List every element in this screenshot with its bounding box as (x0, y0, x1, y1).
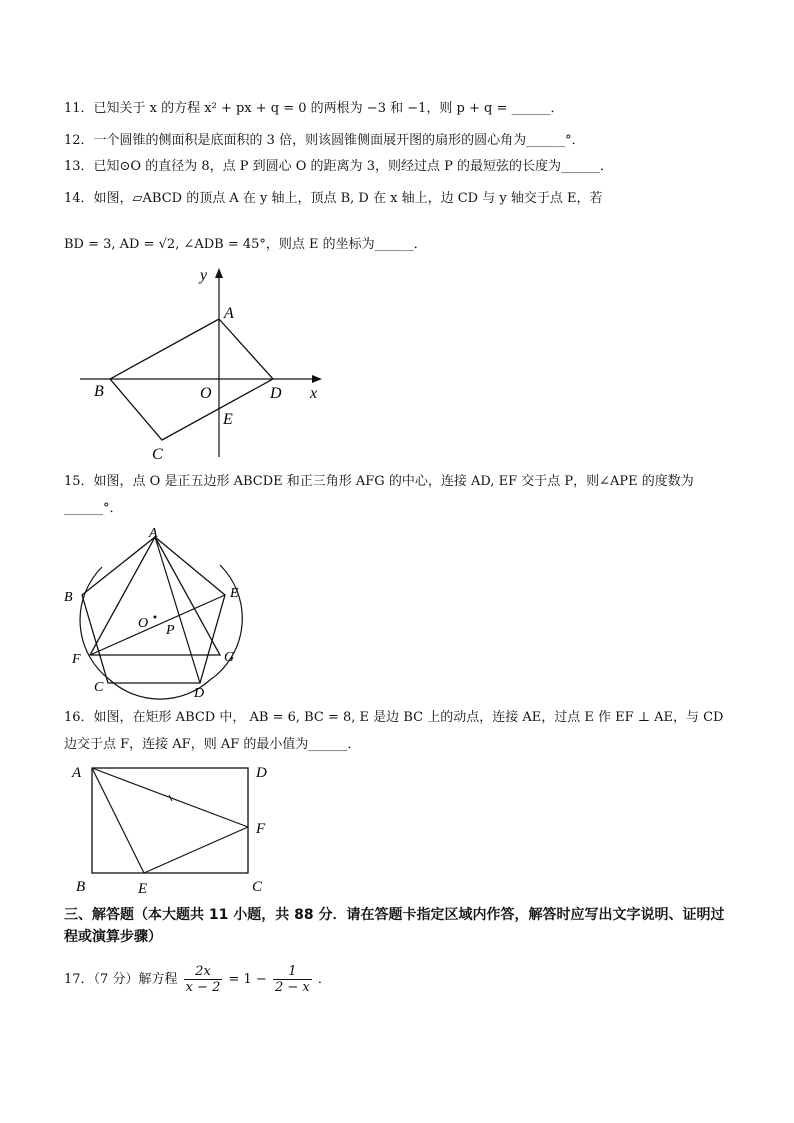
q16-label-F: F (256, 821, 266, 837)
q16-label-C: C (252, 879, 263, 895)
q16-segment-EF (144, 827, 248, 873)
q14-y-arrow (215, 268, 223, 278)
q15-label-C: C (94, 680, 104, 695)
question-15-line-1: 15．如图，点 O 是正五边形 ABCDE 和正三角形 AFG 的中心，连接 AD, EF 交于点 P，则∠APE 的度数为 (64, 474, 694, 489)
q16-segment-AE (92, 768, 144, 873)
question-14-line-2: BD = 3, AD = √2, ∠ADB = 45°，则点 E 的坐标为______． (64, 237, 427, 252)
q14-x-arrow (312, 375, 322, 383)
q15-pentagon (82, 537, 225, 683)
question-14-line-1: 14．如图，▱ABCD 的顶点 A 在 y 轴上，顶点 B, D 在 x 轴上，边 CD 与 y 轴交于点 E，若 (64, 191, 603, 206)
q15-label-D: D (194, 686, 205, 701)
q14-figure (70, 262, 340, 462)
q16-label-B: B (76, 879, 86, 895)
q17-prefix: 17．（7 分）解方程 (64, 972, 178, 987)
section-3-heading: 三、解答题（本大题共 11 小题，共 88 分．请在答题卡指定区域内作答，解答时应写出文字说明、证明过程或演算步骤） (64, 907, 725, 945)
q16-figure (66, 760, 286, 900)
q16-label-D: D (256, 765, 267, 781)
question-15-line-2: ______°． (64, 501, 123, 516)
q15-label-O: O (138, 616, 149, 631)
q17-fraction-2 (273, 964, 312, 995)
q17-frac2-denominator: 2 − x (274, 980, 310, 995)
q15-label-P: P (166, 623, 175, 638)
question-11: 11．已知关于 x 的方程 x² + px + q = 0 的两根为 −3 和 −1，则 p + q = ______． (64, 101, 564, 116)
q14-label-O: O (200, 385, 212, 402)
q15-label-B: B (64, 590, 73, 605)
question-16-line-1: 16．如图，在矩形 ABCD 中， AB = 6, BC = 8, E 是边 BC 上的动点，连接 AE，过点 E 作 EF ⊥ AE，与 CD (64, 710, 724, 725)
q15-triangle (90, 537, 220, 655)
q14-label-A: A (224, 305, 234, 322)
q15-label-G: G (224, 650, 235, 665)
q15-label-A: A (149, 526, 158, 541)
q17-frac2-numerator: 1 (273, 964, 312, 980)
q15-label-E: E (230, 586, 239, 601)
question-12: 12．一个圆锥的侧面积是底面积的 3 倍，则该圆锥侧面展开图的扇形的圆心角为______°． (64, 133, 585, 148)
q17-fraction-1 (184, 964, 223, 995)
q17-suffix: ． (317, 972, 331, 987)
q14-label-x: x (310, 385, 318, 402)
q16-rectangle (92, 768, 248, 873)
question-17 (64, 964, 331, 996)
q15-segment-AD (155, 537, 200, 683)
q17-frac1-denominator: x − 2 (185, 980, 221, 995)
q15-figure (60, 525, 260, 705)
q14-label-B: B (94, 383, 104, 400)
q15-center-dot (154, 616, 157, 619)
q14-label-E: E (223, 411, 233, 428)
q17-middle: = 1 − (228, 972, 267, 987)
question-16-line-2: 边交于点 F，连接 AF，则 AF 的最小值为______． (64, 737, 361, 752)
q15-segment-EF (90, 595, 225, 655)
q14-label-y: y (200, 267, 208, 284)
question-13: 13．已知⊙O 的直径为 8，点 P 到圆心 O 的距离为 3，则经过点 P 的最短弦的长度为______． (64, 159, 613, 174)
q15-label-F: F (72, 652, 81, 667)
q16-label-A: A (72, 765, 82, 781)
q14-label-C: C (152, 446, 163, 462)
q14-label-D: D (270, 385, 282, 402)
q16-label-E: E (138, 881, 148, 897)
q17-frac1-numerator: 2x (184, 964, 223, 980)
